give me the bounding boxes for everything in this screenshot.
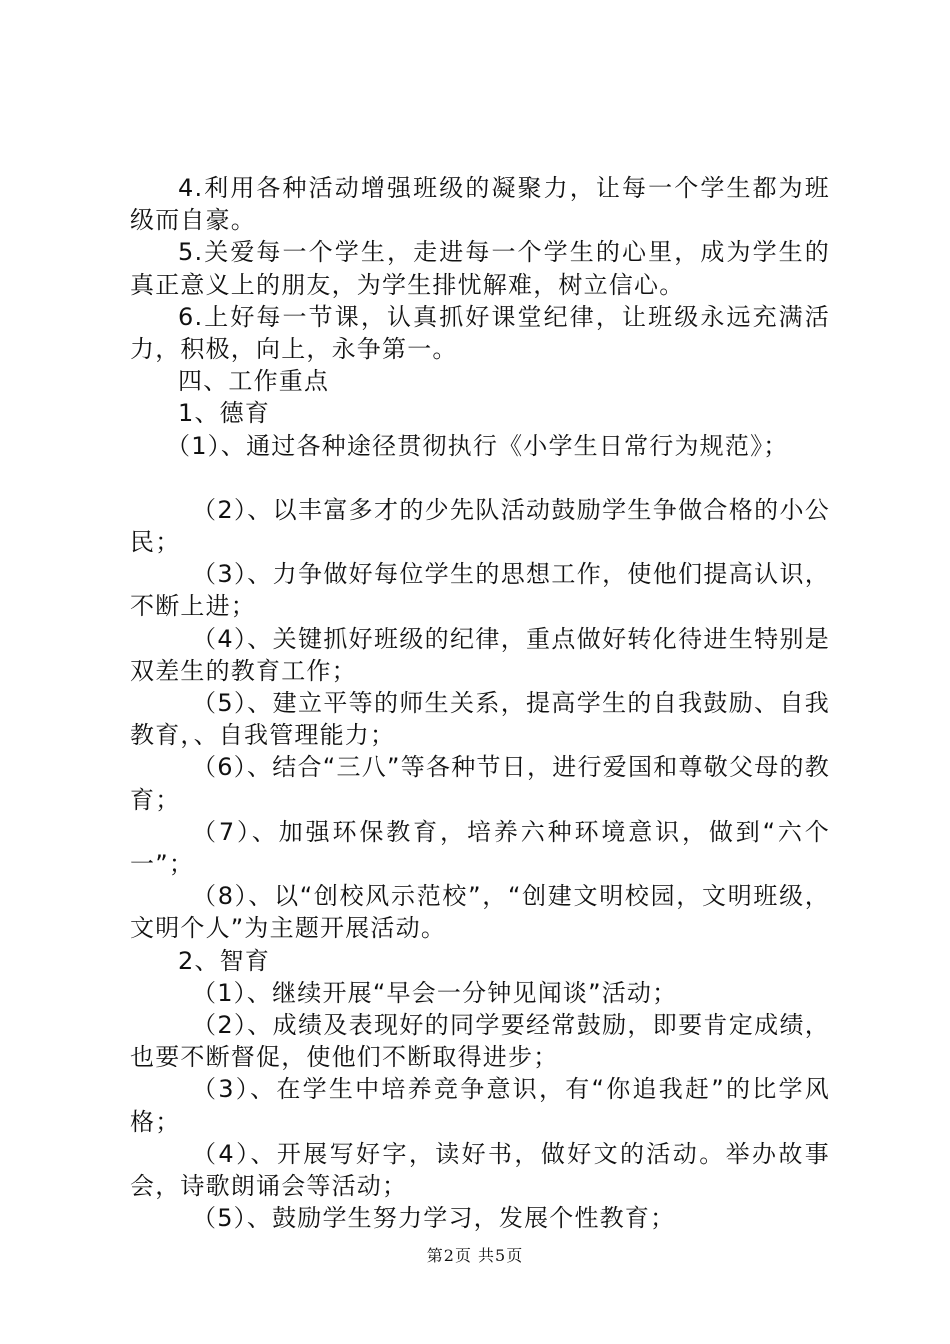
intellectual-item-4: （4）、开展写好字，读好书，做好文的活动。举办故事会，诗歌朗诵会等活动； <box>130 1139 830 1201</box>
document-body <box>130 172 830 1235</box>
page-number-label: 第2页 共5页 <box>426 1246 524 1265</box>
moral-item-7: （7）、加强环保教育，培养六种环境意识，做到“六个一”； <box>130 817 830 879</box>
moral-item-4: （4）、关键抓好班级的纪律，重点做好转化待进生特别是双差生的教育工作； <box>130 624 830 685</box>
paragraph-item-4: 4.利用各种活动增强班级的凝聚力，让每一个学生都为班级而自豪。 <box>130 174 830 235</box>
intellectual-item-3: （3）、在学生中培养竞争意识，有“你追我赶”的比学风格； <box>130 1075 830 1136</box>
moral-item-6: （6）、结合“三八”等各种节日，进行爱国和尊敬父母的教育； <box>130 753 830 814</box>
page-footer <box>0 1243 950 1266</box>
subsection-heading-intellectual: 2、智育 <box>178 946 271 975</box>
moral-item-1: （1）、通过各种途径贯彻执行《小学生日常行为规范》； <box>166 431 789 460</box>
section-heading-work-focus: 四、工作重点 <box>178 367 330 396</box>
blank-line <box>130 462 830 494</box>
moral-item-5: （5）、建立平等的师生关系，提高学生的自我鼓励、自我教育，、自我管理能力； <box>130 689 830 750</box>
paragraph-item-6: 6.上好每一节课，认真抓好课堂纪律，让班级永远充满活力，积极，向上，永争第一。 <box>130 302 830 364</box>
intellectual-item-1: （1）、继续开展“早会一分钟见闻谈”活动； <box>192 978 678 1007</box>
subsection-heading-moral: 1、德育 <box>178 399 271 428</box>
intellectual-item-5: （5）、鼓励学生努力学习，发展个性教育； <box>192 1204 676 1233</box>
moral-item-3: （3）、力争做好每位学生的思想工作，使他们提高认识，不断上进； <box>130 560 830 621</box>
moral-item-8: （8）、以“创校风示范校”，“创建文明校园，文明班级，文明个人”为主题开展活动。 <box>130 882 830 943</box>
moral-item-2: （2）、以丰富多才的少先队活动鼓励学生争做合格的小公民； <box>130 495 830 557</box>
intellectual-item-2: （2）、成绩及表现好的同学要经常鼓励，即要肯定成绩，也要不断督促，使他们不断取得进步； <box>130 1011 830 1072</box>
paragraph-item-5: 5.关爱每一个学生，走进每一个学生的心里，成为学生的真正意义上的朋友，为学生排忧解难，树立信心。 <box>130 238 830 299</box>
